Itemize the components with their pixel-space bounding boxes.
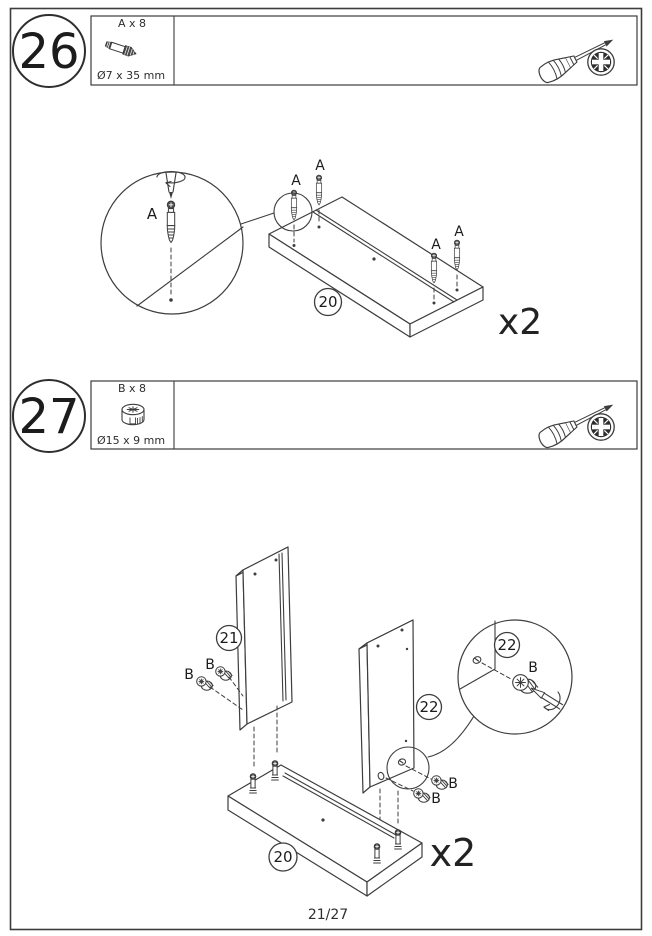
cam-lock-b-4 [414, 789, 431, 803]
part-a-label-3: A [431, 237, 441, 253]
part-b-label-4: B [431, 791, 441, 807]
step-26-number: 26 [18, 24, 80, 80]
part-a-quantity: A x 8 [117, 17, 147, 30]
dowel-screw-a-4 [454, 240, 459, 270]
panel-22-hole-4 [405, 740, 407, 742]
pilot-hole-1 [293, 244, 296, 247]
cam-guide-2 [210, 687, 243, 710]
cam-guide-3 [406, 766, 431, 779]
part-b-label-magnified: B [528, 660, 538, 676]
part-a-dimensions: Ø7 x 35 mm [96, 69, 166, 82]
cam-guide-4 [386, 778, 413, 791]
repeat-count-27: x2 [429, 831, 477, 875]
repeat-count-26: x2 [497, 302, 543, 343]
pilot-hole-4 [456, 289, 459, 292]
part-b-label-1: B [205, 657, 215, 673]
step-26-header [13, 15, 637, 87]
panel-22-hole-2 [401, 629, 404, 632]
panel-21-label: 21 [219, 629, 239, 647]
pilot-hole-3 [433, 302, 436, 305]
pozidriv-bit-icon-27 [588, 414, 614, 440]
step-26-diagram [101, 158, 542, 343]
panel-22-hole-3 [406, 648, 408, 650]
part-b-label-2: B [184, 667, 194, 683]
panel-21-hole-1 [254, 573, 257, 576]
panel-22-hole-1 [377, 645, 380, 648]
part-a-label-2: A [315, 158, 325, 174]
board-20-label-27: 20 [273, 848, 293, 866]
pozidriv-bit-icon [588, 49, 614, 75]
dowel-screw-a-magnified [167, 201, 175, 243]
board-center-hole [372, 257, 375, 260]
panel-21-hole-2 [275, 559, 278, 562]
part-b-label-3: B [448, 776, 458, 792]
part-a-label-magnifier: A [146, 205, 158, 223]
dowel-screw-a-2 [316, 175, 321, 205]
panel-22-label: 22 [419, 698, 439, 716]
pilot-hole-2 [318, 226, 321, 229]
panel-21 [236, 547, 292, 730]
pilot-hole-magnified [169, 298, 173, 302]
panel-22-front-face [367, 620, 414, 787]
detail-magnifier-27 [458, 620, 572, 734]
part-b-dimensions: Ø15 x 9 mm [96, 434, 166, 447]
page-number: 21/27 [307, 907, 349, 923]
dowel-screw-a-3 [431, 253, 436, 283]
step-27-number: 27 [18, 389, 80, 445]
dowel-screw-a-1 [291, 190, 296, 220]
magnifier-leader-curve [428, 716, 474, 757]
magnifier-leader-line [241, 213, 274, 224]
board-center-hole-27 [321, 818, 324, 821]
cam-lock-b-3 [432, 776, 449, 790]
part-a-label-4: A [454, 224, 464, 240]
step-27-header [13, 380, 637, 452]
detail-magnifier [101, 172, 243, 314]
board-20-label: 20 [318, 293, 338, 311]
board-20 [269, 197, 483, 337]
panel-22-label-magnified: 22 [497, 636, 517, 654]
part-a-label-1: A [291, 173, 301, 189]
part-b-quantity: B x 8 [117, 382, 147, 395]
step-27-diagram [184, 547, 572, 896]
